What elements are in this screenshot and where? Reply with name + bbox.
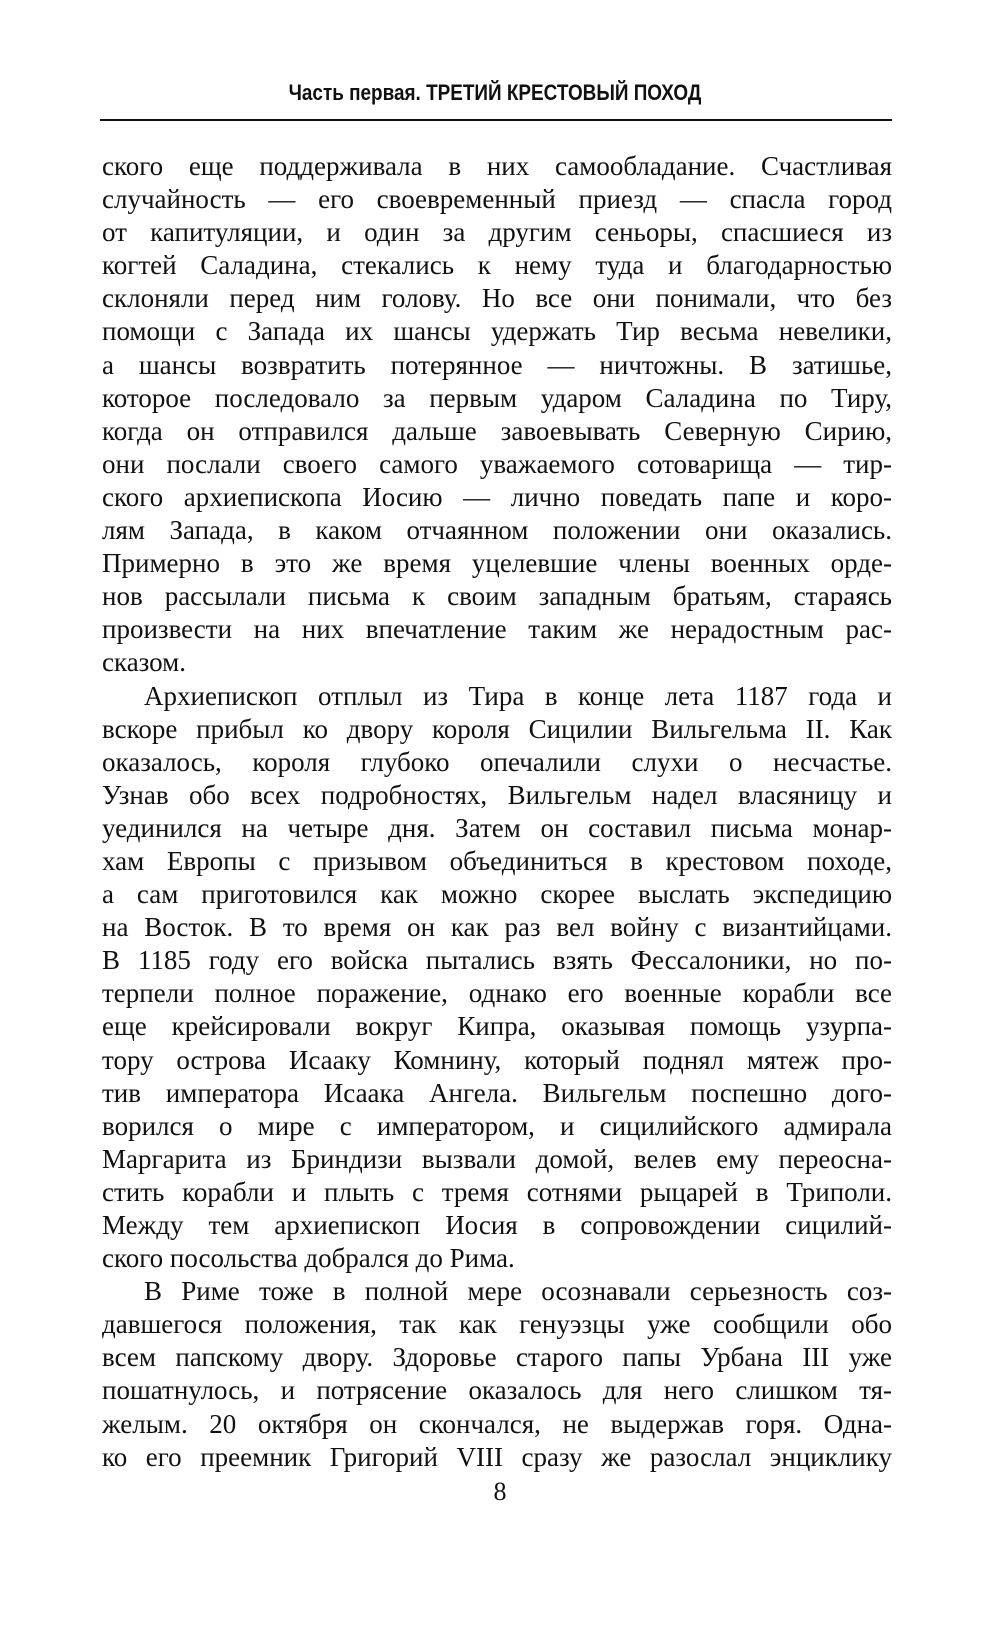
text-line: тору острова Исааку Комнину, который поднял мятеж про- bbox=[102, 1044, 892, 1075]
text-line: ского архиепископа Иосию — лично поведать папе и коро- bbox=[102, 481, 892, 512]
text-line: ворился о мире с императором, и сицилийского адмирала bbox=[102, 1110, 892, 1141]
text-line: когда он отправился дальше завоевывать Северную Сирию, bbox=[102, 415, 892, 446]
text-line: на Восток. В то время он как раз вел войну с византийцами. bbox=[102, 912, 892, 943]
text-line: терпели полное поражение, однако его военные корабли все bbox=[102, 978, 892, 1009]
page-number: 8 bbox=[493, 1477, 507, 1506]
text-line: вскоре прибыл ко двору короля Сицилии Вильгельма II. Как bbox=[102, 713, 892, 744]
text-line: от капитуляции, и один за другим сеньоры, спасшиеся из bbox=[102, 217, 892, 248]
text-line: хам Европы с призывом объединиться в крестовом походе, bbox=[102, 845, 892, 876]
text-line: когтей Саладина, стекались к нему туда и благодарностью bbox=[102, 250, 892, 281]
text-line: ского посольства добрался до Рима. bbox=[102, 1243, 515, 1274]
text-line: а сам приготовился как можно скорее выслать экспедицию bbox=[102, 879, 892, 910]
text-line: уединился на четыре дня. Затем он составил письма монар- bbox=[102, 812, 892, 843]
text-line: они послали своего самого уважаемого сотоварища — тир- bbox=[102, 448, 892, 479]
text-line: лям Запада, в каком отчаянном положении они оказались. bbox=[102, 515, 892, 546]
text-line: произвести на них впечатление таким же нерадостным рас- bbox=[102, 614, 892, 645]
text-line: Маргарита из Бриндизи вызвали домой, велев ему переосна- bbox=[102, 1143, 892, 1174]
text-line: а шансы возвратить потерянное — ничтожны. В затишье, bbox=[102, 349, 892, 380]
text-line: тив императора Исаака Ангела. Вильгельм поспешно дого- bbox=[102, 1077, 892, 1108]
text-line: желым. 20 октября он скончался, не выдержав горя. Одна- bbox=[102, 1408, 892, 1439]
text-line: В Риме тоже в полной мере осознавали серьезность соз- bbox=[144, 1276, 892, 1307]
header-rule bbox=[100, 119, 892, 121]
text-line: которое последовало за первым ударом Саладина по Тиру, bbox=[102, 382, 892, 413]
text-line: давшегося положения, так как генуэзцы уже сообщили обо bbox=[102, 1309, 892, 1340]
body-text bbox=[102, 150, 892, 1474]
text-line: пошатнулось, и потрясение оказалось для него слишком тя- bbox=[102, 1375, 892, 1406]
text-line: В 1185 году его войска пытались взять Фессалоники, но по- bbox=[102, 945, 892, 976]
text-line: оказалось, короля глубоко опечалили слухи о несчастье. bbox=[102, 746, 892, 777]
text-line: Между тем архиепископ Иосия в сопровождении сицилий- bbox=[102, 1210, 892, 1240]
text-line: Архиепископ отплыл из Тира в конце лета 1187 года и bbox=[144, 680, 892, 711]
text-line: стить корабли и плыть с тремя сотнями рыцарей в Триполи. bbox=[102, 1176, 892, 1207]
text-line: нов рассылали письма к своим западным братьям, стараясь bbox=[102, 581, 892, 612]
text-line: Примерно в это же время уцелевшие члены военных орде- bbox=[102, 548, 892, 579]
text-line: ского еще поддерживала в них самообладание. Счастливая bbox=[102, 151, 892, 181]
text-line: ко его преемник Григорий VIII сразу же разослал энциклику bbox=[102, 1441, 892, 1472]
text-line: склоняли перед ним голову. Но все они понимали, что без bbox=[102, 283, 892, 314]
running-head: Часть первая. ТРЕТИЙ КРЕСТОВЫЙ ПОХОД bbox=[288, 80, 702, 105]
text-line: случайность — его своевременный приезд — спасла город bbox=[102, 184, 892, 215]
text-line: Узнав обо всех подробностях, Вильгельм надел власяницу и bbox=[102, 779, 892, 810]
text-line: всем папскому двору. Здоровье старого папы Урбана III уже bbox=[102, 1342, 892, 1373]
text-line: еще крейсировали вокруг Кипра, оказывая помощь узурпа- bbox=[102, 1011, 892, 1042]
text-line: сказом. bbox=[102, 647, 187, 678]
text-line: помощи с Запада их шансы удержать Тир весьма невелики, bbox=[102, 316, 892, 347]
